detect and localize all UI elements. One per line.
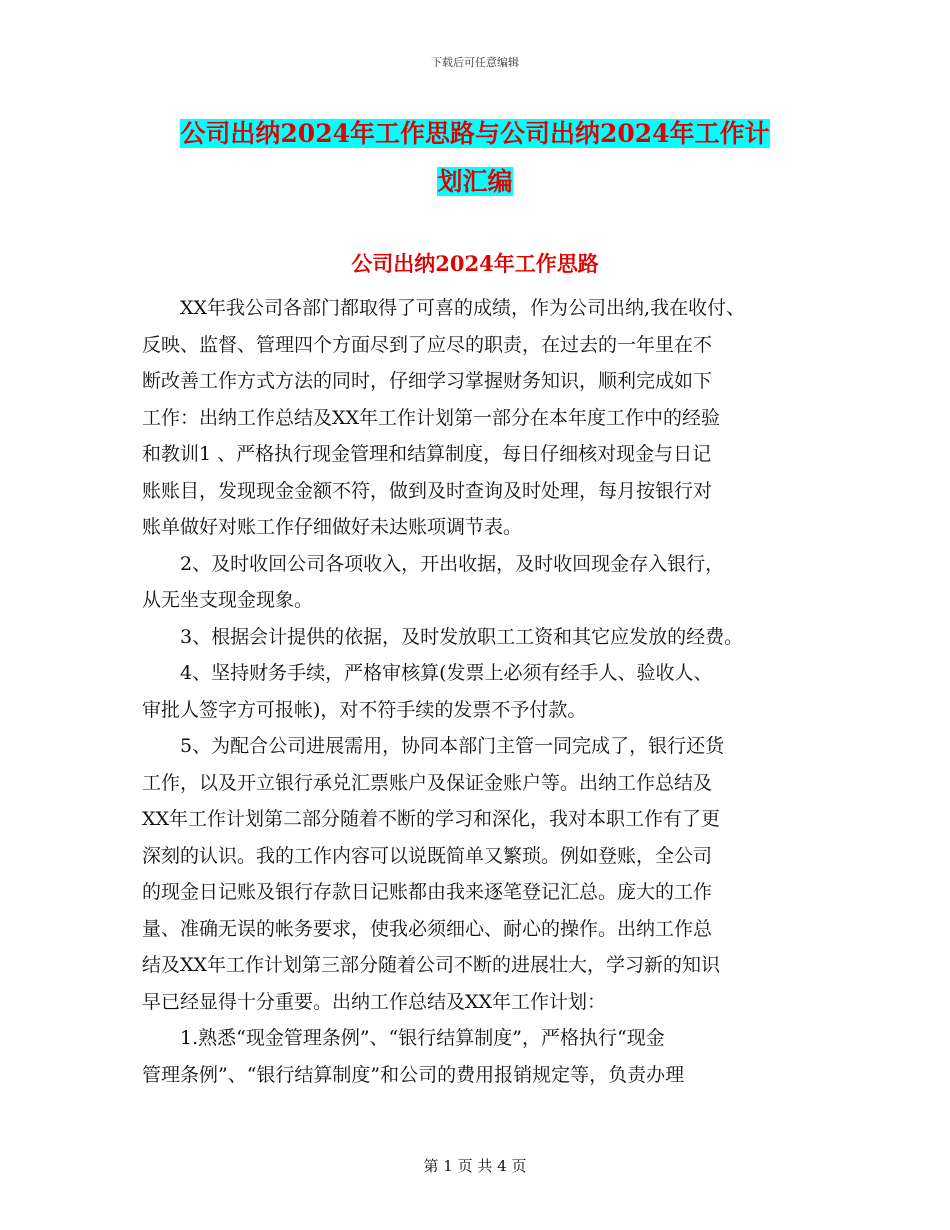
text-line: XX年工作计划第二部分随着不断的学习和深化，我对本职工作有了更 xyxy=(142,808,721,830)
text-line: 5、为配合公司进展需用，协同本部门主管一同完成了，银行还货 xyxy=(142,735,725,757)
text-line: 工作，以及开立银行承兑汇票账户及保证金账户等。出纳工作总结及 xyxy=(142,771,713,794)
page-footer: 第 1 页 共 4 页 xyxy=(423,1157,527,1175)
title-line-1: 公司出纳2024年工作思路与公司出纳2024年工作计 xyxy=(180,119,770,148)
title-line-2: 划汇编 xyxy=(437,167,513,196)
text-line: 2、及时收回公司各项收入，开出收据，及时收回现金存入银行， xyxy=(142,552,725,575)
text-line: 账单做好对账工作仔细做好未达账项调节表。 xyxy=(142,516,523,538)
body-text xyxy=(142,290,832,1093)
document-title xyxy=(145,110,805,206)
text-line: 从无坐支现金现象。 xyxy=(142,589,314,611)
text-line: 账账目，发现现金金额不符，做到及时查询及时处理，每月按银行对 xyxy=(142,479,713,502)
text-line: 量、准确无误的帐务要求，使我必须细心、耐心的操作。出纳工作总 xyxy=(142,917,713,940)
text-line: 管理条例”、“银行结算制度”和公司的费用报销规定等，负责办理 xyxy=(142,1063,685,1086)
text-line: 反映、监督、管理四个方面尽到了应尽的职责，在过去的一年里在不 xyxy=(142,333,713,356)
text-line: 断改善工作方式方法的同时，仔细学习掌握财务知识，顺利完成如下 xyxy=(142,370,713,392)
text-line: 工作：出纳工作总结及XX年工作计划第一部分在本年度工作中的经验 xyxy=(142,406,721,429)
text-line: XX年我公司各部门都取得了可喜的成绩，作为公司出纳,我在收付、 xyxy=(142,297,746,319)
text-line: 4、坚持财务手续，严格审核算(发票上必须有经手人、验收人、 xyxy=(142,662,713,684)
text-line: 3、根据会计提供的依据，及时发放职工工资和其它应发放的经费。 xyxy=(142,625,744,648)
text-line: 深刻的认识。我的工作内容可以说既简单又繁琐。例如登账，全公司 xyxy=(142,844,713,867)
text-line: 和教训1 、严格执行现金管理和结算制度，每日仔细核对现金与日记 xyxy=(142,443,712,465)
text-line: 的现金日记账及银行存款日记账都由我来逐笔登记汇总。庞大的工作 xyxy=(142,881,713,903)
text-line: 结及XX年工作计划第三部分随着公司不断的进展壮大，学习新的知识 xyxy=(142,954,721,976)
section-heading: 公司出纳2024年工作思路 xyxy=(351,251,599,276)
header-note: 下载后可任意编辑 xyxy=(431,56,519,69)
text-line: 早已经显得十分重要。出纳工作总结及XX年工作计划： xyxy=(142,990,607,1013)
text-line: 1.熟悉“现金管理条例”、“银行结算制度”，严格执行“现金 xyxy=(142,1027,665,1049)
text-line: 审批人签字方可报帐)，对不符手续的发票不予付款。 xyxy=(142,698,587,721)
